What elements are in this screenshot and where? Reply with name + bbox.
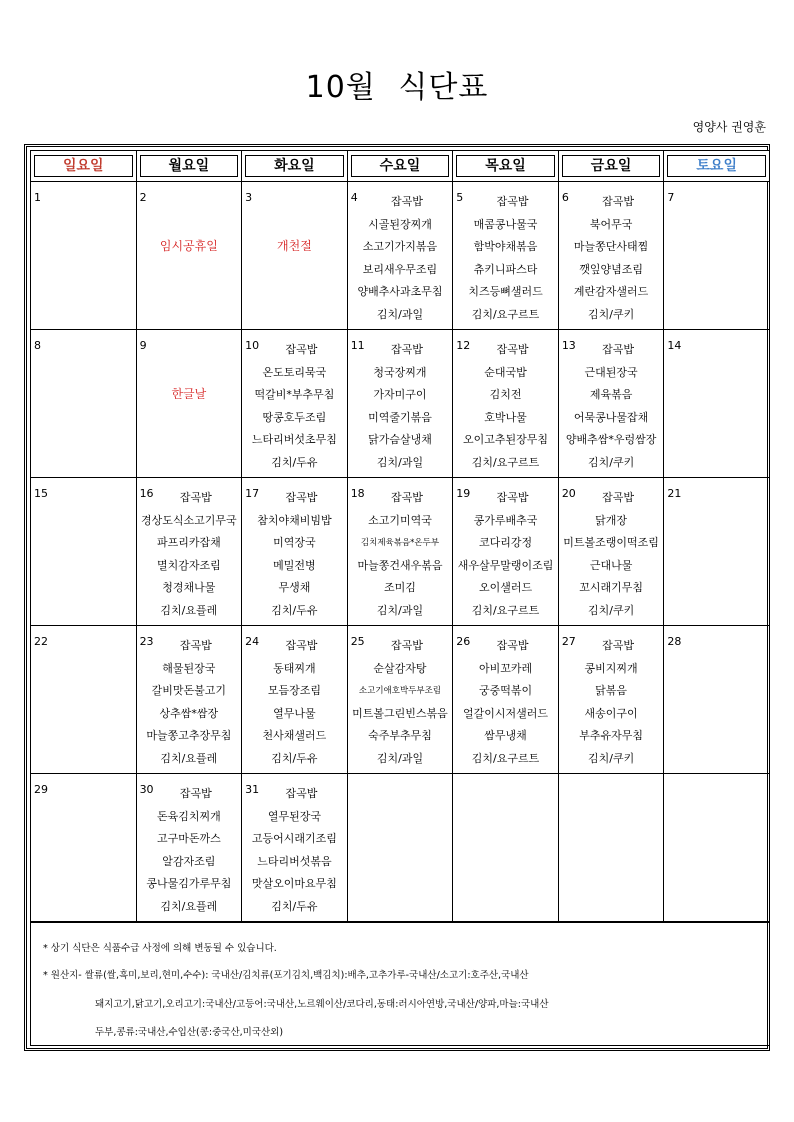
meal-item: 닭가슴살냉채 (368, 433, 432, 446)
day-number: 11 (350, 339, 365, 352)
day-cell (136, 478, 242, 626)
day-cell (664, 330, 770, 478)
meal-item: 떡갈비*부추무침 (254, 388, 335, 401)
meal-item: 호박나물 (484, 410, 527, 424)
meal-item: 소고기가지볶음 (362, 240, 438, 253)
meal-item: 김치/두유 (271, 455, 318, 469)
day-cell (664, 626, 770, 774)
day-number: 29 (34, 783, 48, 796)
meal-item: 근대나물 (589, 558, 633, 572)
meal-item: 계란감자샐러드 (573, 285, 649, 298)
day-cell (31, 182, 137, 330)
meal-item: 마늘쫑고추장무침 (146, 729, 232, 742)
meal-item: 김치/과일 (376, 455, 424, 469)
meal-item: 닭개장 (595, 513, 628, 527)
day-number: 10 (245, 339, 260, 352)
meal-item: 돈육김치찌개 (156, 809, 221, 823)
meal-item: 김치/요플레 (160, 899, 218, 913)
meal-item: 궁중떡볶이 (478, 684, 533, 697)
meal-item: 김치/두유 (271, 603, 318, 617)
page-title: 10월 식단표 (305, 70, 489, 105)
meal-item: 순살감자탕 (373, 661, 427, 675)
meal-item: 오이고추된장무침 (463, 433, 549, 446)
meal-item: 마늘쫑건새우볶음 (357, 558, 443, 572)
weekday-label: 화요일 (245, 155, 344, 177)
weekday-label: 목요일 (456, 155, 555, 177)
holiday-label: 한글날 (171, 387, 207, 401)
calendar-body (31, 182, 770, 922)
note-line: 두부,콩류:국내산,수입산(콩:중국산,미국산외) (95, 1027, 284, 1038)
meal-item: 해물된장국 (162, 661, 216, 675)
meal-item: 열무된장국 (267, 809, 321, 823)
day-number: 28 (667, 635, 682, 648)
meal-item: 김치제육볶음*온두부 (360, 538, 440, 548)
day-number: 16 (139, 487, 154, 500)
weekday-header-row (31, 151, 770, 182)
day-number: 19 (456, 487, 471, 500)
meal-item: 닭볶음 (595, 684, 628, 697)
day-cell (31, 774, 137, 922)
day-cell (558, 330, 664, 478)
meal-item: 잡곡밥 (285, 491, 318, 504)
meal-item: 양배추사과초무침 (357, 285, 443, 298)
meal-item: 김치/쿠키 (587, 455, 635, 469)
meal-item: 잡곡밥 (285, 343, 318, 356)
meal-item: 아비꼬카레 (478, 661, 533, 675)
meal-item: 땅콩호두조림 (262, 410, 327, 424)
day-number: 2 (139, 191, 147, 204)
note-line: * 원산지- 쌀류(쌀,흑미,보리,현미,수수): 국내산/김치류(포기김치,백김치):배추,고추가루-국내산/소고기:호주산,국내산 (43, 970, 529, 981)
day-cell (558, 182, 664, 330)
meal-item: 김치/두유 (271, 899, 318, 913)
meal-item: 북어무국 (589, 217, 633, 231)
meal-item: 느타리버섯볶음 (257, 854, 332, 868)
meal-item: 김치/과일 (376, 751, 424, 765)
menu-calendar (30, 150, 770, 922)
meal-item: 새우살무말랭이조림 (457, 558, 554, 572)
meal-item: 김치/요구르트 (471, 307, 540, 321)
meal-item: 잡곡밥 (602, 343, 635, 356)
author: 영양사 권영훈 (692, 120, 766, 134)
weekday-header (453, 151, 559, 182)
day-cell (242, 182, 348, 330)
meal-item: 쌈무냉채 (484, 729, 527, 742)
day-number: 3 (245, 191, 253, 204)
meal-item: 콩비지찌개 (584, 661, 638, 675)
day-number: 14 (667, 339, 682, 352)
meal-list (348, 182, 453, 326)
day-number: 6 (561, 191, 569, 204)
meal-item: 잡곡밥 (285, 787, 318, 800)
day-number: 24 (245, 635, 260, 648)
day-number: 22 (34, 635, 48, 648)
meal-item: 잡곡밥 (391, 639, 423, 652)
meal-list (559, 182, 664, 326)
meal-item: 치즈등뼈샐러드 (468, 285, 543, 298)
day-cell (31, 626, 137, 774)
week-row (31, 182, 770, 330)
meal-item: 김치/요구르트 (471, 751, 540, 765)
weekday-label: 금요일 (562, 155, 661, 177)
meal-item: 미역줄기볶음 (368, 410, 432, 424)
meal-item: 꼬시래기무침 (579, 581, 643, 594)
meal-item: 메밀전병 (273, 558, 316, 572)
meal-item: 잡곡밥 (179, 787, 212, 800)
meal-item: 잡곡밥 (179, 639, 212, 652)
day-cell (347, 330, 453, 478)
meal-item: 츄키니파스타 (473, 262, 538, 276)
day-cell (136, 626, 242, 774)
meal-item: 잡곡밥 (391, 343, 423, 356)
meal-item: 잡곡밥 (391, 491, 423, 504)
notes-box (30, 922, 770, 1046)
meal-item: 무생채 (278, 581, 311, 594)
meal-item: 잡곡밥 (285, 639, 318, 652)
day-number: 7 (667, 191, 675, 204)
weekday-header (664, 151, 770, 182)
day-number: 27 (561, 635, 576, 648)
week-row (31, 774, 770, 922)
day-number: 20 (561, 487, 576, 500)
meal-item: 잡곡밥 (496, 195, 529, 208)
meal-item: 김치/요구르트 (471, 603, 540, 617)
meal-item: 소고기미역국 (368, 513, 432, 527)
day-cell (347, 478, 453, 626)
meal-item: 온도토리묵국 (262, 365, 327, 379)
day-number: 15 (34, 487, 48, 500)
meal-item: 청경채나물 (162, 581, 216, 594)
day-cell (558, 774, 664, 922)
meal-item: 청국장찌개 (373, 365, 427, 379)
meal-list (453, 182, 558, 326)
meal-item: 잡곡밥 (496, 491, 529, 504)
meal-item: 오이샐러드 (478, 581, 533, 594)
meal-item: 잡곡밥 (496, 639, 529, 652)
meal-item: 새송이구이 (584, 706, 638, 720)
day-cell (242, 478, 348, 626)
day-number: 12 (456, 339, 471, 352)
day-number: 21 (667, 487, 682, 500)
meal-item: 숙주부추무침 (368, 729, 432, 742)
meal-item: 근대된장국 (584, 365, 638, 379)
day-cell (31, 330, 137, 478)
day-cell (453, 330, 559, 478)
meal-item: 동태찌개 (273, 661, 316, 675)
day-number: 26 (456, 635, 471, 648)
day-cell (136, 182, 242, 330)
weekday-header (347, 151, 453, 182)
menu-calendar-frame (24, 144, 770, 1051)
meal-item: 파프리카잡채 (156, 536, 221, 549)
meal-item: 김치/과일 (376, 307, 424, 321)
day-cell (664, 478, 770, 626)
holiday-label: 임시공휴일 (159, 239, 218, 253)
meal-item: 고등어시래기조림 (251, 832, 337, 845)
week-row (31, 478, 770, 626)
day-number: 9 (139, 339, 147, 352)
meal-item: 마늘쫑단사태찜 (573, 240, 649, 253)
day-number: 5 (456, 191, 464, 204)
weekday-header (136, 151, 242, 182)
day-cell (453, 478, 559, 626)
meal-item: 참치야채비빔밥 (257, 513, 332, 527)
meal-item: 순대국밥 (484, 365, 527, 379)
meal-item: 콩나물김가루무침 (146, 877, 232, 890)
meal-item: 잡곡밥 (391, 195, 423, 208)
meal-item: 알감자조림 (162, 854, 216, 868)
day-number: 31 (245, 783, 260, 796)
day-cell (242, 626, 348, 774)
meal-item: 멸치감자조림 (156, 558, 221, 572)
meal-item: 김치전 (489, 388, 522, 401)
meal-item: 김치/요플레 (160, 603, 218, 617)
meal-item: 얼갈이시저샐러드 (463, 706, 549, 720)
day-cell (242, 330, 348, 478)
meal-item: 김치/쿠키 (587, 751, 635, 765)
meal-item: 어묵콩나물잡채 (573, 410, 649, 424)
note-line: 돼지고기,닭고기,오리고기:국내산/고등어:국내산,노르웨이산/코다리,동태:러시아연방,국내산/양파,마늘:국내산 (95, 999, 549, 1010)
meal-item: 김치/쿠키 (587, 307, 635, 321)
day-number: 18 (350, 487, 365, 500)
meal-item: 열무나물 (273, 706, 316, 720)
meal-item: 김치/과일 (376, 603, 424, 617)
meal-item: 잡곡밥 (602, 195, 635, 208)
meal-item: 매콤콩나물국 (473, 217, 538, 231)
day-cell (558, 626, 664, 774)
meal-item: 갈비맛돈불고기 (151, 684, 227, 697)
meal-item: 김치/요플레 (160, 751, 218, 765)
day-number: 1 (34, 191, 41, 204)
meal-item: 맛살오이마요무침 (251, 877, 337, 890)
meal-item: 조미김 (384, 581, 416, 594)
meal-item: 느타리버섯초무침 (251, 433, 337, 446)
day-cell (242, 774, 348, 922)
week-row (31, 330, 770, 478)
meal-item: 가자미구이 (373, 388, 427, 401)
meal-item: 부추유자무침 (579, 729, 643, 742)
holiday-label: 개천절 (277, 239, 312, 253)
meal-item: 김치/두유 (271, 751, 318, 765)
meal-item: 김치/쿠키 (587, 603, 635, 617)
meal-item: 김치/요구르트 (471, 455, 540, 469)
meal-item: 시골된장찌개 (368, 217, 432, 231)
day-cell (453, 182, 559, 330)
meal-item: 미역장국 (273, 536, 316, 549)
weekday-header (31, 151, 137, 182)
meal-item: 제육볶음 (589, 388, 633, 401)
meal-item: 소고기애호박두부조림 (358, 686, 442, 696)
day-cell (347, 774, 453, 922)
day-cell (347, 626, 453, 774)
day-number: 8 (34, 339, 41, 352)
meal-item: 잡곡밥 (496, 343, 529, 356)
day-cell (558, 478, 664, 626)
day-number: 17 (245, 487, 260, 500)
meal-item: 경상도식소고기무국 (141, 513, 237, 527)
note-line: * 상기 식단은 식품수급 사정에 의해 변동될 수 있습니다. (43, 943, 277, 954)
day-number: 30 (139, 783, 154, 796)
weekday-header (242, 151, 348, 182)
meal-item: 양배추쌈*우렁쌈장 (565, 433, 657, 446)
weekday-label: 월요일 (140, 155, 239, 177)
day-cell (664, 182, 770, 330)
day-cell (664, 774, 770, 922)
day-cell (453, 774, 559, 922)
day-number: 23 (139, 635, 154, 648)
weekday-label: 일요일 (34, 155, 133, 177)
weekday-label: 토요일 (667, 155, 766, 177)
day-number: 25 (350, 635, 365, 648)
meal-item: 고구마돈까스 (156, 832, 221, 845)
weekday-header (558, 151, 664, 182)
day-cell (347, 182, 453, 330)
day-number: 4 (350, 191, 358, 204)
meal-item: 보리새우무조림 (362, 262, 438, 276)
day-cell (31, 478, 137, 626)
meal-item: 콩가루배추국 (473, 513, 538, 527)
day-cell (453, 626, 559, 774)
day-number: 13 (561, 339, 576, 352)
meal-item: 천사채샐러드 (262, 729, 327, 742)
meal-item: 잡곡밥 (602, 491, 635, 504)
meal-item: 코다리강정 (478, 536, 533, 549)
meal-item: 잡곡밥 (602, 639, 635, 652)
meal-item: 깻잎양념조림 (579, 262, 643, 276)
week-row (31, 626, 770, 774)
meal-item: 상추쌈*쌈장 (159, 706, 219, 720)
meal-item: 잡곡밥 (179, 491, 212, 504)
meal-item: 미트볼그린빈스볶음 (352, 706, 448, 720)
meal-item: 모듬장조림 (267, 684, 321, 697)
meal-item: 미트볼조랭이떡조림 (563, 536, 659, 549)
weekday-label: 수요일 (351, 155, 450, 177)
day-cell (136, 774, 242, 922)
day-cell (136, 330, 242, 478)
meal-item: 함박야채볶음 (473, 240, 538, 253)
